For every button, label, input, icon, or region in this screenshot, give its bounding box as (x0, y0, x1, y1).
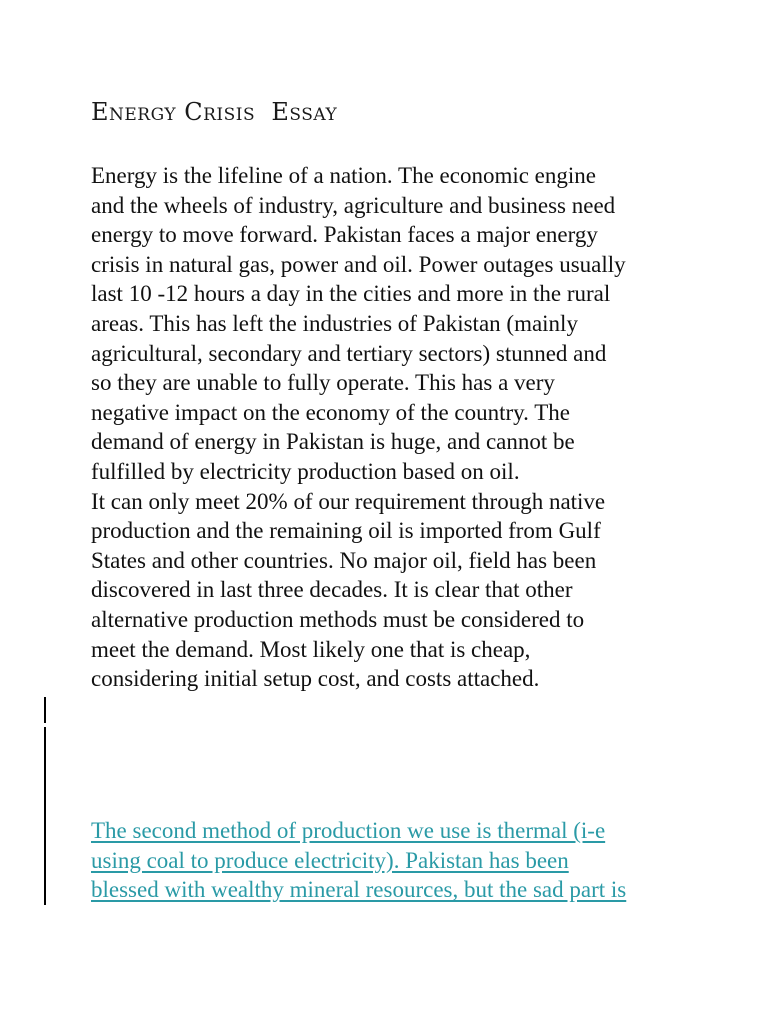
body-line: considering initial setup cost, and costs attached. (91, 666, 540, 692)
document-title: Energy Crisis Essay (91, 98, 338, 126)
body-line: fulfilled by electricity production based on oil. (91, 458, 520, 484)
link-line[interactable]: using coal to produce electricity). Pakistan has been (91, 847, 569, 873)
body-line: It can only meet 20% of our requirement through native (91, 488, 606, 514)
body-line: crisis in natural gas, power and oil. Power outages usually (91, 251, 626, 277)
body-line: discovered in last three decades. It is clear that other (91, 577, 573, 603)
body-line: energy to move forward. Pakistan faces a major energy (91, 222, 598, 248)
link-line[interactable]: The second method of production we use is thermal (i-e (91, 818, 606, 843)
body-line: areas. This has left the industries of Pakistan (mainly (91, 310, 578, 336)
body-line: production and the remaining oil is imported from Gulf (91, 518, 601, 544)
body-line: demand of energy in Pakistan is huge, and cannot be (91, 429, 575, 455)
linked-paragraph[interactable] (91, 816, 691, 905)
body-line: meet the demand. Most likely one that is cheap, (91, 636, 531, 662)
body-line: and the wheels of industry, agriculture and business need (91, 192, 616, 218)
body-line: Energy is the lifeline of a nation. The economic engine (91, 163, 596, 188)
essay-body (91, 161, 691, 694)
body-line: agricultural, secondary and tertiary sectors) stunned and (91, 340, 607, 366)
body-line: alternative production methods must be considered to (91, 606, 585, 632)
text-cursor-marker (44, 697, 46, 723)
change-bar-marker (44, 727, 46, 905)
link-line[interactable]: blessed with wealthy mineral resources, but the sad part is (91, 877, 627, 903)
body-line: negative impact on the economy of the country. The (91, 399, 571, 425)
body-line: so they are unable to fully operate. This has a very (91, 370, 555, 396)
body-line: States and other countries. No major oil, field has been (91, 547, 597, 573)
body-line: last 10 -12 hours a day in the cities and more in the rural (91, 281, 611, 307)
